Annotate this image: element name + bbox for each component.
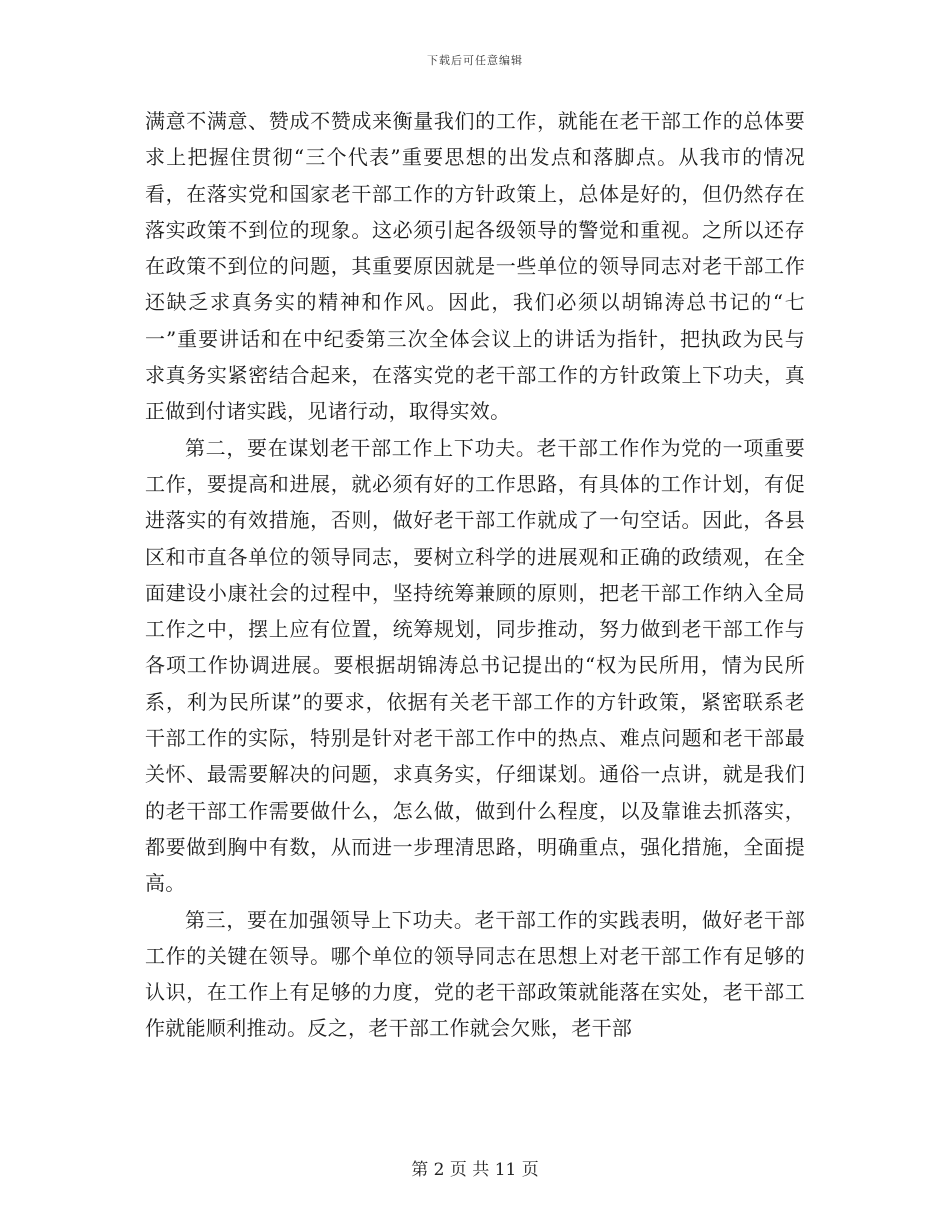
page-footer — [0, 1155, 950, 1180]
paragraph-continuation: 满意不满意、赞成不赞成来衡量我们的工作，就能在老干部工作的总体要求上把握住贯彻“三个代表”重要思想的出发点和落脚点。从我市的情况看，在落实党和国家老干部工作的方针政策上，总体是好的，但仍然存在落实政策不到位的现象。这必须引起各级领导的警觉和重视。之所以还存在政策不到位的问题，其重要原因就是一些单位的领导同志对老干部工作还缺乏求真务实的精神和作风。因此，我们必须以胡锦涛总书记的“七一”重要讲话和在中纪委第三次全体会议上的讲话为指针，把执政为民与求真务实紧密结合起来，在落实党的老干部工作的方针政策上下功夫，真正做到付诸实践，见诸行动，取得实效。 — [145, 109, 805, 424]
paragraph-third-point: 第三，要在加强领导上下功夫。老干部工作的实践表明，做好老干部工作的关键在领导。哪个单位的领导同志在思想上对老干部工作有足够的认识，在工作上有足够的力度，党的老干部政策就能落在实处，老干部工作就能顺利推动。反之，老干部工作就会欠账，老干部 — [145, 907, 805, 1041]
document-body — [145, 103, 805, 1047]
paragraph-second-point: 第二，要在谋划老干部工作上下功夫。老干部工作作为党的一项重要工作，要提高和进展，就必须有好的工作思路，有具体的工作计划，有促进落实的有效措施，否则，做好老干部工作就成了一句空话。因此，各县区和市直各单位的领导同志，要树立科学的进展观和正确的政绩观，在全面建设小康社会的过程中，坚持统筹兼顾的原则，把老干部工作纳入全局工作之中，摆上应有位置，统筹规划，同步推动，努力做到老干部工作与各项工作协调进展。要根据胡锦涛总书记提出的“权为民所用，情为民所系，利为民所谋”的要求，依据有关老干部工作的方针政策，紧密联系老干部工作的实际，特别是针对老干部工作中的热点、难点问题和老干部最关怀、最需要解决的问题，求真务实，仔细谋划。通俗一点讲，就是我们的老干部工作需要做什么，怎么做，做到什么程度，以及靠谁去抓落实，都要做到胸中有数，从而进一步理清思路，明确重点，强化措施，全面提高。 — [145, 435, 805, 896]
page-number-label: 第 2 页 共 11 页 — [411, 1160, 539, 1180]
page-header: 下载后可任意编辑 — [427, 54, 523, 67]
